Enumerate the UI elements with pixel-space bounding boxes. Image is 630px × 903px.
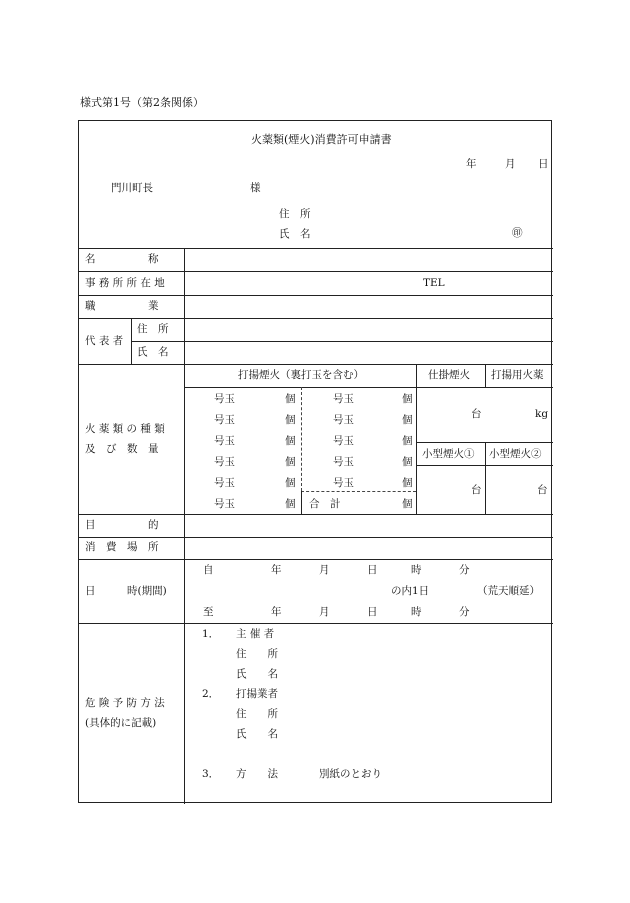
prevention-num-3: 3． xyxy=(202,768,220,780)
ko-label: 個 xyxy=(402,393,413,405)
contractor-label: 打揚業者 xyxy=(236,688,278,700)
contractor-address: 住 所 xyxy=(236,708,278,720)
period-from: 自 xyxy=(203,564,214,576)
contractor-name: 氏 名 xyxy=(236,728,278,740)
seal-mark: ㊞ xyxy=(512,227,523,239)
go-label: 号玉 xyxy=(214,456,235,468)
period-day: 日 xyxy=(367,606,378,618)
label-name: 名 称 xyxy=(85,253,159,265)
rep-address-label: 住 所 xyxy=(137,323,169,335)
label-kinds-quantity-2: 及 び 数 量 xyxy=(85,443,159,455)
prevention-num-1: 1． xyxy=(202,628,220,640)
ko-label: 個 xyxy=(285,477,296,489)
label-prevention-2: (具体的に記載) xyxy=(85,717,157,729)
label-office-address: 事 務 所 所 在 地 xyxy=(85,277,165,289)
date-day: 日 xyxy=(538,158,549,170)
method-label: 方 法 xyxy=(236,768,278,780)
small-firework-2: 小型煙火② xyxy=(489,448,542,460)
applicant-name-label: 氏 名 xyxy=(279,228,311,240)
period-month: 月 xyxy=(319,564,330,576)
period-day: 日 xyxy=(367,564,378,576)
period-hour: 時 xyxy=(411,606,422,618)
ko-label: 個 xyxy=(402,414,413,426)
date-month: 月 xyxy=(505,158,516,170)
go-label: 号玉 xyxy=(333,414,354,426)
ko-label: 個 xyxy=(285,498,296,510)
period-year: 年 xyxy=(271,564,282,576)
go-label: 号玉 xyxy=(333,393,354,405)
ko-label: 個 xyxy=(285,414,296,426)
label-representative: 代 表 者 xyxy=(85,335,124,347)
dai-label: 台 xyxy=(471,408,482,420)
head-uchiage-powder: 打揚用火薬 xyxy=(491,369,544,381)
ko-label: 個 xyxy=(402,456,413,468)
period-rain: （荒天順延） xyxy=(477,585,540,597)
go-label: 号玉 xyxy=(333,456,354,468)
go-label: 号玉 xyxy=(214,477,235,489)
organizer-name: 氏 名 xyxy=(236,668,278,680)
kg-label: kg xyxy=(535,408,549,420)
go-label: 号玉 xyxy=(214,435,235,447)
tel-label: TEL xyxy=(423,277,445,289)
method-value: 別紙のとおり xyxy=(319,768,382,780)
rep-name-label: 氏 名 xyxy=(137,346,169,358)
total-label: 合 計 xyxy=(309,498,341,510)
go-label: 号玉 xyxy=(214,393,235,405)
form-title: 火薬類(煙火)消費許可申請書 xyxy=(251,133,392,146)
head-uchiage: 打揚煙火（裏打玉を含む） xyxy=(238,369,364,381)
period-minute: 分 xyxy=(459,564,470,576)
date-year: 年 xyxy=(466,158,477,170)
go-label: 号玉 xyxy=(214,414,235,426)
period-hour: 時 xyxy=(411,564,422,576)
application-form xyxy=(78,120,552,803)
label-occupation: 職 業 xyxy=(85,300,159,312)
ko-label: 個 xyxy=(285,435,296,447)
go-label: 号玉 xyxy=(333,435,354,447)
organizer-address: 住 所 xyxy=(236,648,278,660)
applicant-address-label: 住 所 xyxy=(279,208,311,220)
label-place: 消 費 場 所 xyxy=(85,541,159,553)
head-shikake: 仕掛煙火 xyxy=(428,369,470,381)
small-firework-1: 小型煙火① xyxy=(422,448,475,460)
label-period: 日 時(期間) xyxy=(85,585,167,597)
ko-label: 個 xyxy=(402,498,413,510)
addressee-honorific: 様 xyxy=(250,182,261,194)
form-id: 様式第1号（第2条関係） xyxy=(80,96,204,109)
ko-label: 個 xyxy=(285,456,296,468)
label-purpose: 目 的 xyxy=(85,519,159,531)
label-kinds-quantity: 火 薬 類 の 種 類 xyxy=(85,423,165,435)
prevention-num-2: 2． xyxy=(202,688,220,700)
period-within: の内1日 xyxy=(391,585,430,597)
go-label: 号玉 xyxy=(333,477,354,489)
period-to: 至 xyxy=(203,606,214,618)
period-minute: 分 xyxy=(459,606,470,618)
ko-label: 個 xyxy=(402,435,413,447)
go-label: 号玉 xyxy=(214,498,235,510)
label-prevention: 危 険 予 防 方 法 xyxy=(85,697,165,709)
addressee-name: 門川町長 xyxy=(111,182,153,194)
ko-label: 個 xyxy=(402,477,413,489)
organizer-label: 主 催 者 xyxy=(236,628,275,640)
dai-label: 台 xyxy=(537,484,548,496)
dai-label: 台 xyxy=(471,484,482,496)
period-month: 月 xyxy=(319,606,330,618)
period-year: 年 xyxy=(271,606,282,618)
ko-label: 個 xyxy=(285,393,296,405)
